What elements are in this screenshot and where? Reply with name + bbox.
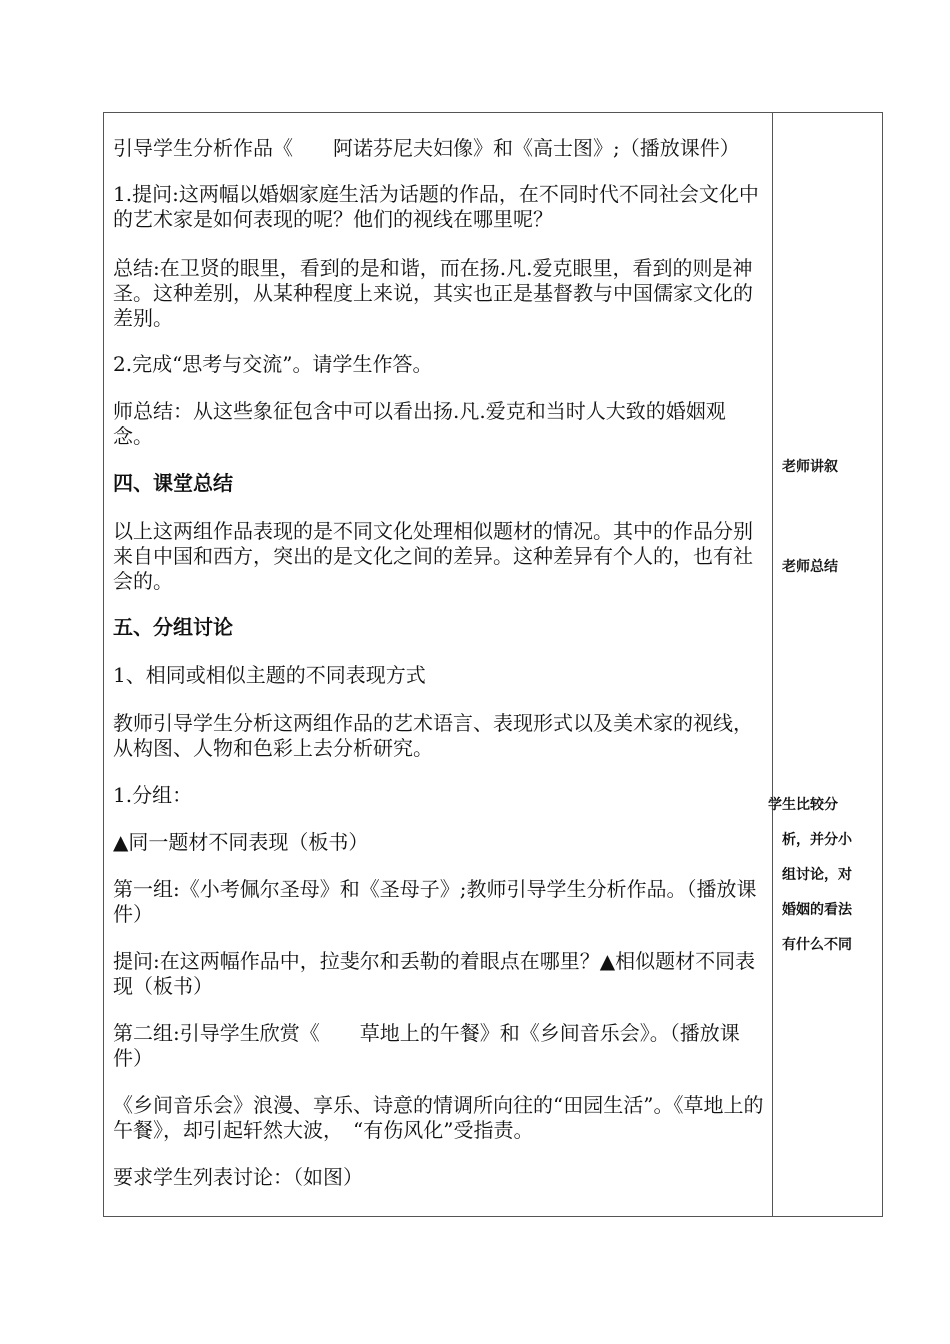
paragraph-requirement: 要求学生列表讨论：（如图） xyxy=(113,1165,363,1189)
side-note-narrate xyxy=(782,450,882,485)
paragraph-group-2: 第二组:引导学生欣赏《 草地上的午餐》和《乡间音乐会》。（播放课件） xyxy=(113,1021,740,1070)
side-note-line: 有什么不同 xyxy=(782,937,852,953)
paragraph-question-1: 1.提问:这两幅以婚姻家庭生活为话题的作品，在不同时代不同社会文化中的艺术家是如何表现的呢？他们的视线在哪里呢？ xyxy=(113,182,759,231)
paragraph-teacher-summary: 师总结：从这些象征包含中可以看出扬.凡.爱克和当时人大致的婚姻观念。 xyxy=(113,399,726,448)
paragraph-intro: 引导学生分析作品《 阿诺芬尼夫妇像》和《高士图》;（播放课件） xyxy=(113,136,740,160)
paragraph-question-2: 提问:在这两幅作品中，拉斐尔和丢勒的着眼点在哪里？▲相似题材不同表现（板书） xyxy=(113,949,756,998)
paragraph-discussion-1: 1、相同或相似主题的不同表现方式 xyxy=(113,663,426,687)
column-divider xyxy=(772,112,773,1217)
side-note-line: 析，并分小 xyxy=(782,832,852,848)
section-heading-5: 五、分组讨论 xyxy=(113,615,233,639)
side-note-line: 组讨论，对 xyxy=(782,867,852,883)
paragraph-grouping: 1.分组： xyxy=(113,783,193,807)
paragraph-group-1: 第一组:《小考佩尔圣母》和《圣母子》;教师引导学生分析作品。（播放课件） xyxy=(113,877,757,926)
side-note-summary xyxy=(782,550,882,585)
side-note-discussion xyxy=(768,788,868,963)
paragraph-teacher-guide: 教师引导学生分析这两组作品的艺术语言、表现形式以及美术家的视线，从构图、人物和色彩上去分析研究。 xyxy=(113,711,753,760)
paragraph-task-2: 2.完成“思考与交流”。请学生作答。 xyxy=(113,352,433,376)
paragraph-summary-1: 总结:在卫贤的眼里，看到的是和谐，而在扬.凡.爱克眼里，看到的则是神圣。这种差别，从某种程度上来说，其实也正是基督教与中国儒家文化的差别。 xyxy=(113,256,753,330)
side-note-line: 婚姻的看法 xyxy=(782,902,852,918)
section-heading-4: 四、课堂总结 xyxy=(113,471,233,495)
paragraph-class-summary: 以上这两组作品表现的是不同文化处理相似题材的情况。其中的作品分别来自中国和西方，突出的是文化之间的差异。这种差异有个人的，也有社会的。 xyxy=(113,519,753,593)
paragraph-paintings: 《乡间音乐会》浪漫、享乐、诗意的情调所向往的“田园生活”。《草地上的午餐》，却引起轩然大波， “有伤风化”受指责。 xyxy=(113,1093,764,1142)
side-note-text: 老师总结 xyxy=(782,559,838,575)
paragraph-board-1: ▲同一题材不同表现（板书） xyxy=(113,830,369,854)
side-note-line: 学生比较分 xyxy=(768,797,838,813)
side-note-text: 老师讲叙 xyxy=(782,459,838,475)
